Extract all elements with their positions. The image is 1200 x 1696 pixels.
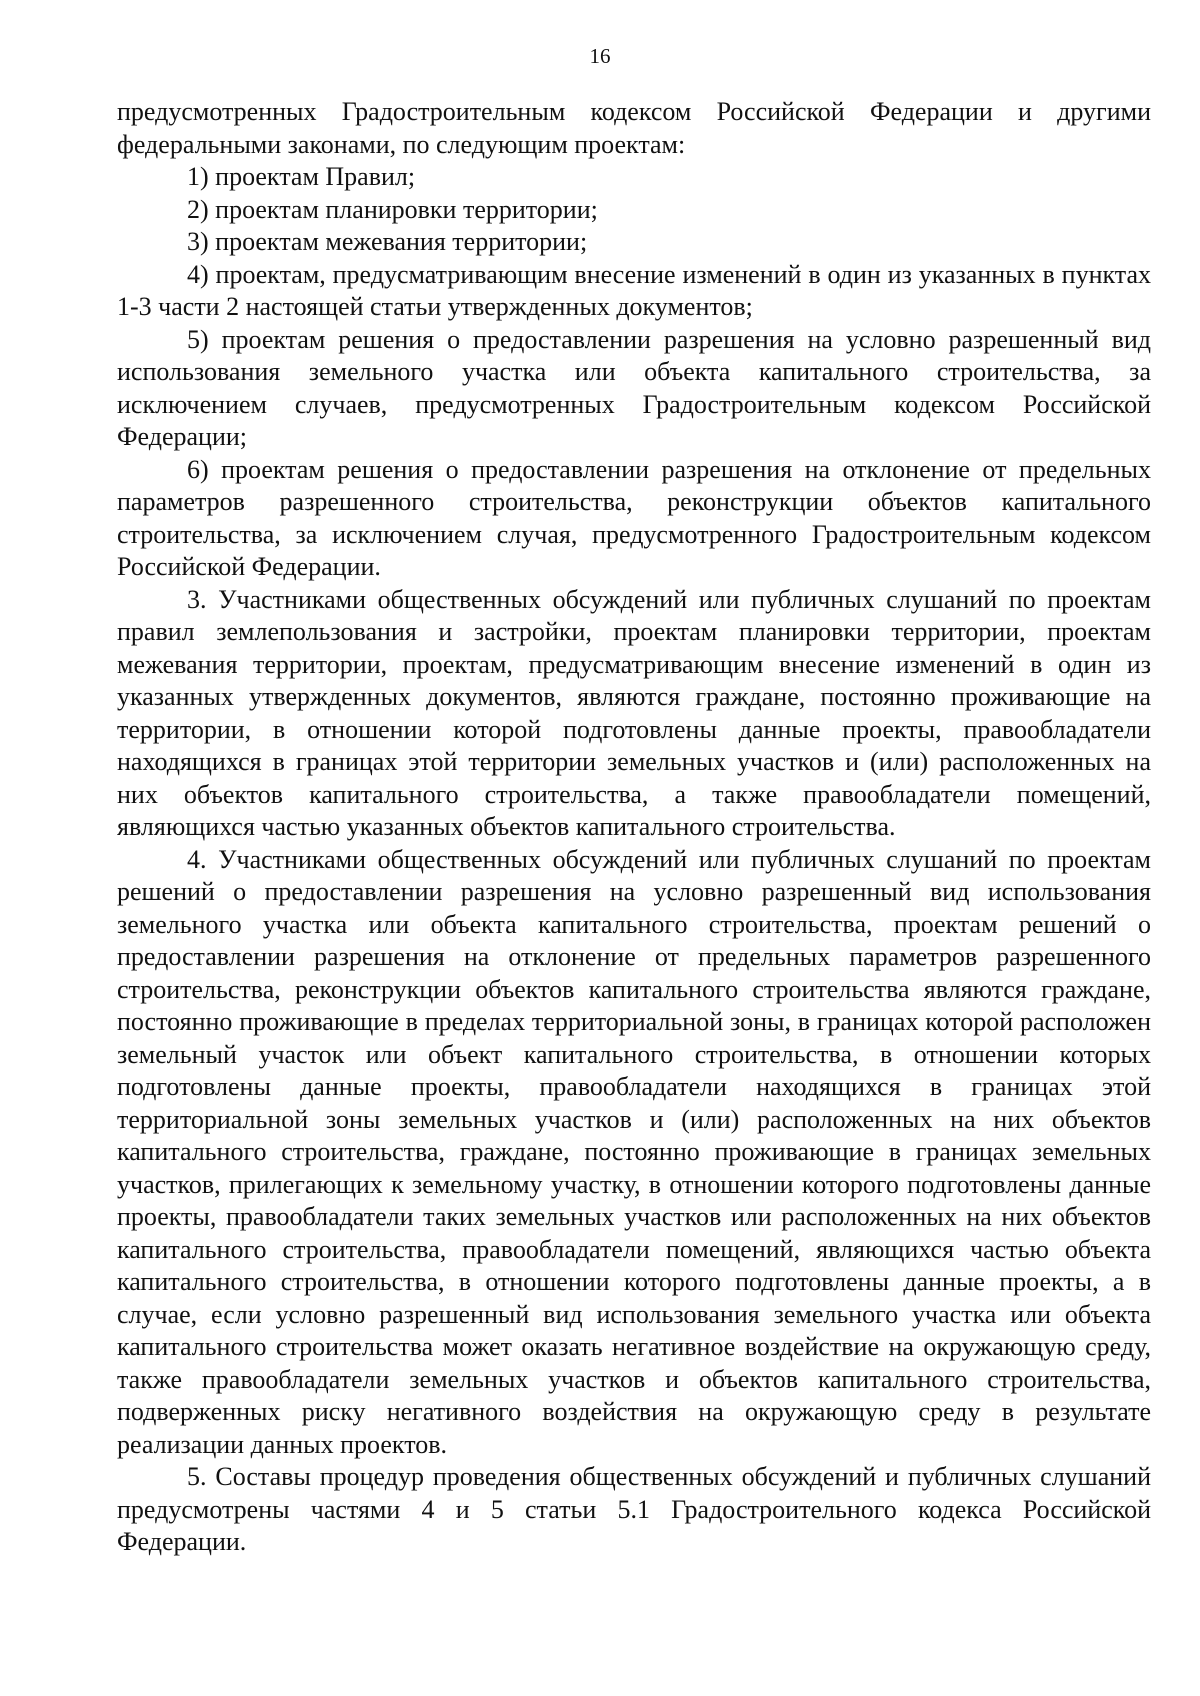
list-item-5: 5) проектам решения о предоставлении разрешения на условно разрешенный вид использования земельного участка или объекта капитального строительства, за исключением случаев, предусмотренных Градостроительным кодексом Российской Федерации;	[117, 324, 1151, 451]
clause-4: 4. Участниками общественных обсуждений или публичных слушаний по проектам решений о предоставлении разрешения на условно разрешенный вид использования земельного участка или объекта капитального строительства, проектам решений о предоставлении разрешения на отклонение от предельных параметров разрешенного строительства, реконструкции объектов капитального строительства являются граждане, постоянно проживающие в пределах территориальной зоны, в границах которой расположен земельный участок или объект капитального строительства, в отношении которых подготовлены данные проекты, правообладатели находящихся в границах этой территориальной зоны земельных участков и (или) расположенных на них объектов капитального строительства, граждане, постоянно проживающие в границах земельных участков, прилегающих к земельному участку, в отношении которого подготовлены данные проекты, правообладатели таких земельных участков или расположенных на них объектов капитального строительства, правообладатели помещений, являющихся частью объекта капитального строительства, в отношении которого подготовлены данные проекты, а в случае, если условно разрешенный вид использования земельного участка или объекта капитального строительства может оказать негативное воздействие на окружающую среду, также правообладатели земельных участков и объектов капитального строительства, подверженных риску негативного воздействия на окружающую среду в результате реализации данных проектов.	[117, 844, 1151, 1459]
paragraph-continuation: предусмотренных Градостроительным кодексом Российской Федерации и другими федеральными законами, по следующим проектам:	[117, 97, 1151, 159]
list-item-4: 4) проектам, предусматривающим внесение изменений в один из указанных в пунктах 1-3 части 2 настоящей статьи утвержденных документов;	[117, 259, 1151, 321]
list-item-3: 3) проектам межевания территории;	[187, 227, 588, 256]
list-item-6: 6) проектам решения о предоставлении разрешения на отклонение от предельных параметров разрешенного строительства, реконструкции объектов капитального строительства, за исключением случая, предусмотренного Градостроительным кодексом Российской Федерации.	[117, 454, 1151, 581]
page-number: 16	[589, 44, 611, 68]
list-item-1: 1) проектам Правил;	[187, 162, 416, 191]
clause-5: 5. Составы процедур проведения общественных обсуждений и публичных слушаний предусмотрены частями 4 и 5 статьи 5.1 Градостроительного кодекса Российской Федерации.	[117, 1462, 1151, 1556]
clause-3: 3. Участниками общественных обсуждений или публичных слушаний по проектам правил землепользования и застройки, проектам планировки территории, проектам межевания территории, проектам, предусматривающим внесение изменений в один из указанных утвержденных документов, являются граждане, постоянно проживающие на территории, в отношении которой подготовлены данные проекты, правообладатели находящихся в границах этой территории земельных участков и (или) расположенных на них объектов капитального строительства, а также правообладатели помещений, являющихся частью указанных объектов капитального строительства.	[117, 584, 1151, 841]
list-item-2: 2) проектам планировки территории;	[187, 194, 598, 224]
document-body	[117, 96, 1151, 1559]
